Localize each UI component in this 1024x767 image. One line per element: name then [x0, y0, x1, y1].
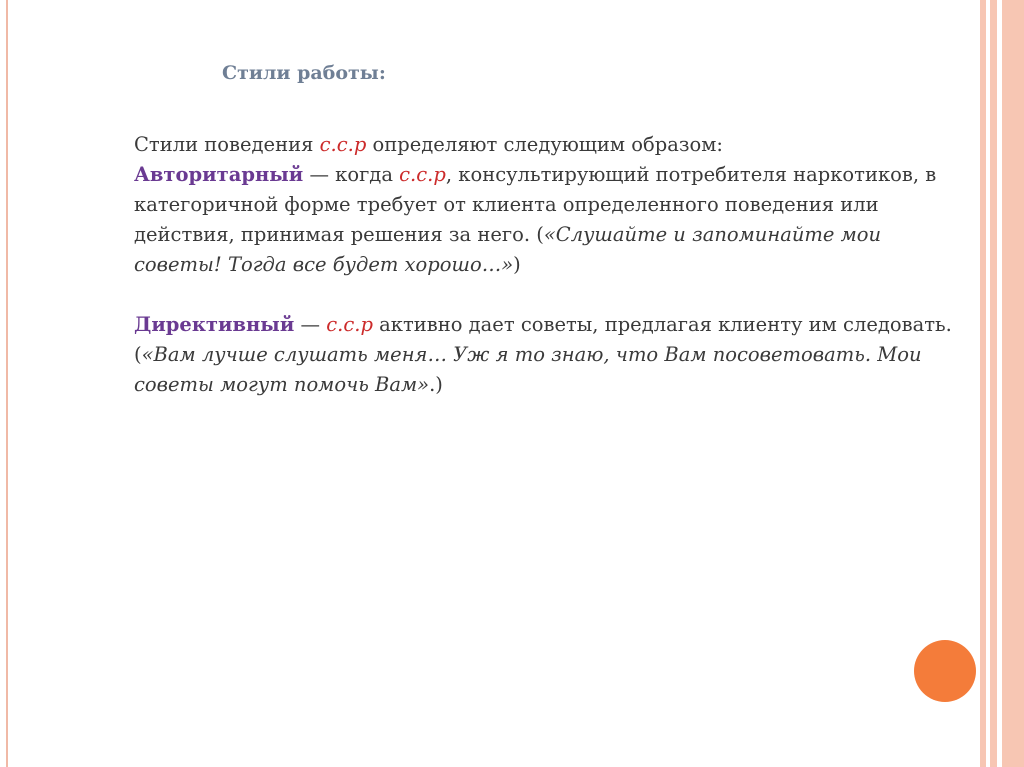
slide-title: Стили работы: — [222, 62, 386, 84]
authoritarian-paragraph — [134, 160, 954, 280]
accent-dot — [914, 640, 976, 702]
directive-paragraph — [134, 310, 954, 400]
closing-paren: .) — [429, 373, 443, 396]
abbreviation: с.с.р — [399, 163, 446, 186]
authoritarian-text: , консультирующий потребителя наркотиков, в категоричной форме требует от клиента определенного поведения или действия, принимая решения за него. ( — [134, 163, 937, 246]
intro-text: Стили поведения — [134, 133, 320, 156]
dash-text: — когда — [303, 163, 400, 186]
term-authoritarian: Авторитарный — [134, 163, 304, 186]
authoritarian-quote: «Слушайте и запоминайте мои советы! Тогда все будет хорошо…» — [134, 223, 882, 276]
abbreviation: с.с.р — [319, 133, 367, 156]
paragraph-gap — [134, 280, 954, 310]
right-stripe — [990, 0, 997, 767]
dash-text: — — [294, 313, 327, 336]
abbreviation: с.с.р — [326, 313, 373, 336]
right-stripe — [1002, 0, 1024, 767]
closing-paren: ) — [513, 253, 521, 276]
intro-text: определяют следующим образом: — [366, 133, 723, 156]
directive-text: активно дает советы, предлагая клиенту им следовать. ( — [134, 313, 952, 366]
left-border-line — [6, 0, 8, 767]
intro-paragraph — [134, 130, 954, 160]
directive-quote: «Вам лучше слушать меня… Уж я то знаю, что Вам посоветовать. Мои советы могут помочь Вам» — [134, 343, 922, 396]
slide-body — [134, 130, 954, 400]
right-stripe — [980, 0, 986, 767]
term-directive: Директивный — [134, 313, 295, 336]
